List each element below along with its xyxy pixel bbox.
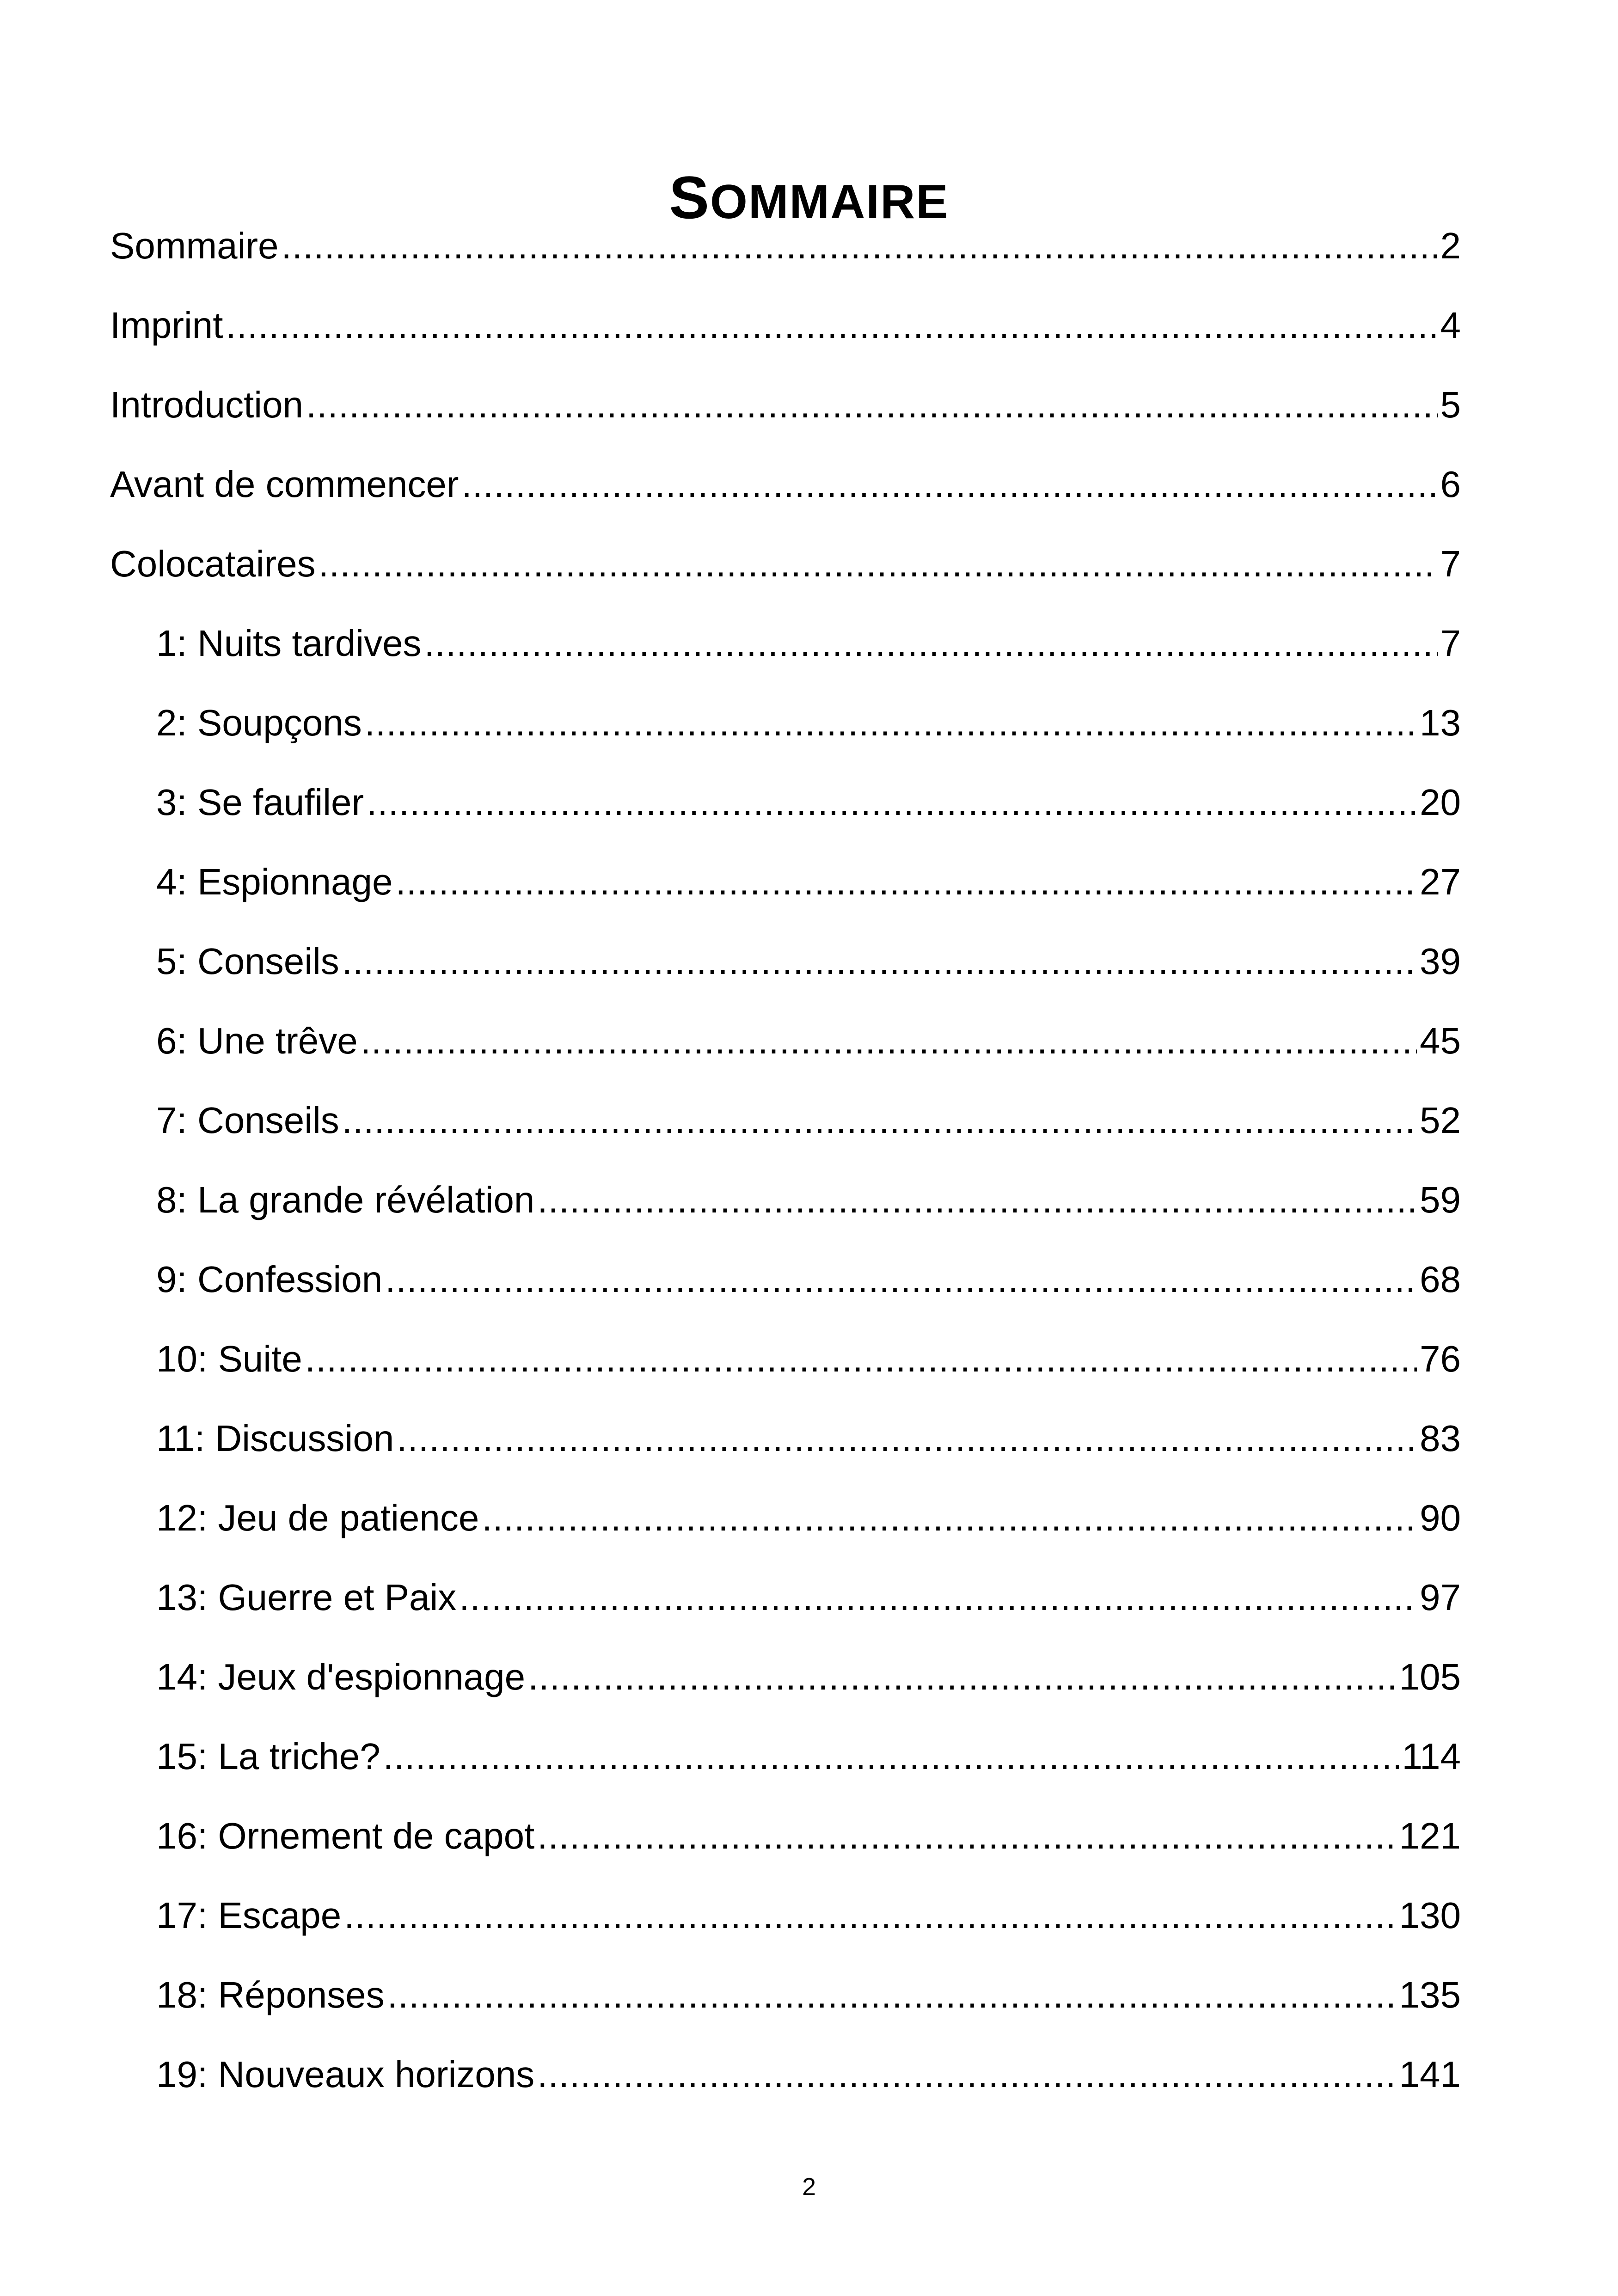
toc-entry-page: 105 bbox=[1399, 1656, 1461, 1697]
toc-leader-dots bbox=[387, 1964, 1397, 2027]
toc-leader-dots bbox=[361, 1010, 1417, 1072]
toc-entry-page: 7 bbox=[1440, 623, 1461, 664]
toc-entry-label: Introduction bbox=[110, 384, 304, 425]
toc-leader-dots bbox=[367, 771, 1417, 834]
toc-entry[interactable] bbox=[110, 214, 1461, 294]
toc-entry[interactable] bbox=[110, 1805, 1461, 1884]
toc-leader-dots bbox=[383, 1725, 1399, 1788]
toc-leader-dots bbox=[461, 453, 1437, 516]
toc-entry-label: Colocataires bbox=[110, 543, 316, 584]
toc-leader-dots bbox=[365, 692, 1417, 754]
toc-entry-label: 9: Confession bbox=[156, 1259, 383, 1300]
toc-entry-label: 14: Jeux d'espionnage bbox=[156, 1656, 526, 1697]
toc-leader-dots bbox=[306, 373, 1437, 436]
toc-entry-label: 2: Soupçons bbox=[156, 702, 362, 743]
toc-entry-label: 15: La triche? bbox=[156, 1736, 380, 1777]
toc-entry-label: 7: Conseils bbox=[156, 1100, 339, 1141]
toc-entry-page: 83 bbox=[1420, 1418, 1461, 1459]
toc-entry[interactable] bbox=[110, 1487, 1461, 1566]
toc-entry[interactable] bbox=[110, 1407, 1461, 1487]
toc-leader-dots bbox=[342, 930, 1417, 993]
toc-leader-dots bbox=[424, 612, 1438, 675]
toc-leader-dots bbox=[344, 1884, 1396, 1947]
toc-entry[interactable] bbox=[110, 453, 1461, 533]
toc-entry[interactable] bbox=[110, 771, 1461, 851]
toc-entry-page: 68 bbox=[1420, 1259, 1461, 1300]
toc-entry-label: 16: Ornement de capot bbox=[156, 1815, 535, 1856]
toc-entry-label: Avant de commencer bbox=[110, 464, 459, 505]
toc-leader-dots bbox=[319, 533, 1438, 595]
toc-entry[interactable] bbox=[110, 930, 1461, 1010]
toc-leader-dots bbox=[226, 294, 1438, 357]
toc-leader-dots bbox=[397, 1407, 1417, 1470]
toc-leader-dots bbox=[537, 1805, 1396, 1867]
toc-entry-label: 4: Espionnage bbox=[156, 861, 393, 902]
toc-entry-label: 6: Une trêve bbox=[156, 1020, 358, 1061]
toc-leader-dots bbox=[482, 1487, 1417, 1549]
toc-leader-dots bbox=[396, 851, 1417, 913]
toc-leader-dots bbox=[305, 1328, 1417, 1390]
toc-entry-label: 8: La grande révélation bbox=[156, 1179, 535, 1220]
toc-entry[interactable] bbox=[110, 851, 1461, 930]
page-number: 2 bbox=[802, 2173, 816, 2201]
title-rest: OMMAIRE bbox=[710, 175, 949, 229]
toc-entry[interactable] bbox=[110, 1646, 1461, 1725]
toc-entry[interactable] bbox=[110, 1884, 1461, 1964]
toc-entry[interactable] bbox=[110, 2043, 1461, 2123]
toc-entry-page: 27 bbox=[1420, 861, 1461, 902]
toc-entry-label: 13: Guerre et Paix bbox=[156, 1577, 457, 1618]
toc-entry-label: 18: Réponses bbox=[156, 1974, 385, 2015]
toc-entry[interactable] bbox=[110, 1010, 1461, 1089]
toc-entry[interactable] bbox=[110, 1964, 1461, 2043]
toc-entry[interactable] bbox=[110, 1725, 1461, 1805]
toc-leader-dots bbox=[528, 1646, 1396, 1708]
toc-leader-dots bbox=[342, 1089, 1417, 1152]
toc-entry-label: 11: Discussion bbox=[156, 1418, 394, 1459]
toc-entry-page: 52 bbox=[1420, 1100, 1461, 1141]
toc-entry-label: 12: Jeu de patience bbox=[156, 1497, 479, 1538]
toc-entry-page: 20 bbox=[1420, 782, 1461, 823]
toc-entry-page: 2 bbox=[1440, 225, 1461, 266]
toc-entry-label: 17: Escape bbox=[156, 1895, 342, 1936]
toc-entry-page: 39 bbox=[1420, 941, 1461, 982]
toc-entry[interactable] bbox=[110, 1328, 1461, 1407]
toc-entry[interactable] bbox=[110, 373, 1461, 453]
toc-entry[interactable] bbox=[110, 1089, 1461, 1169]
toc-entry-label: 19: Nouveaux horizons bbox=[156, 2054, 535, 2095]
toc-entry[interactable] bbox=[110, 1248, 1461, 1328]
toc-entry-page: 4 bbox=[1440, 305, 1461, 346]
toc-entry-label: 3: Se faufiler bbox=[156, 782, 364, 823]
toc-leader-dots bbox=[537, 2043, 1396, 2106]
toc-entry-label: Sommaire bbox=[110, 225, 279, 266]
toc-entry-page: 135 bbox=[1399, 1974, 1461, 2015]
toc-entry-page: 45 bbox=[1420, 1020, 1461, 1061]
toc-entry-label: Imprint bbox=[110, 305, 223, 346]
toc-entry-page: 5 bbox=[1440, 384, 1461, 425]
toc-entry-page: 7 bbox=[1440, 543, 1461, 584]
toc-entry-page: 76 bbox=[1420, 1338, 1461, 1379]
toc-leader-dots bbox=[459, 1566, 1417, 1629]
toc-entry[interactable] bbox=[110, 294, 1461, 373]
toc-entry-label: 10: Suite bbox=[156, 1338, 302, 1379]
toc-entry[interactable] bbox=[110, 533, 1461, 612]
toc-entry-label: 5: Conseils bbox=[156, 941, 339, 982]
toc-entry-label: 1: Nuits tardives bbox=[156, 623, 422, 664]
toc-entry[interactable] bbox=[110, 1566, 1461, 1646]
toc-entry-page: 6 bbox=[1440, 464, 1461, 505]
toc-leader-dots bbox=[385, 1248, 1417, 1311]
toc-entry-page: 114 bbox=[1402, 1736, 1461, 1777]
toc-entry-page: 97 bbox=[1420, 1577, 1461, 1618]
toc-entry-page: 13 bbox=[1420, 702, 1461, 743]
toc-entry-page: 90 bbox=[1420, 1497, 1461, 1538]
toc-entry[interactable] bbox=[110, 612, 1461, 692]
toc-entry[interactable] bbox=[110, 1169, 1461, 1248]
toc-leader-dots bbox=[537, 1169, 1417, 1231]
toc-leader-dots bbox=[282, 214, 1438, 277]
toc-entry-page: 121 bbox=[1399, 1815, 1461, 1856]
title-initial: S bbox=[669, 164, 711, 232]
toc-entry-page: 59 bbox=[1420, 1179, 1461, 1220]
toc-entry-page: 130 bbox=[1399, 1895, 1461, 1936]
toc-entry[interactable] bbox=[110, 692, 1461, 771]
table-of-contents bbox=[110, 214, 1461, 2123]
toc-entry-page: 141 bbox=[1399, 2054, 1461, 2095]
